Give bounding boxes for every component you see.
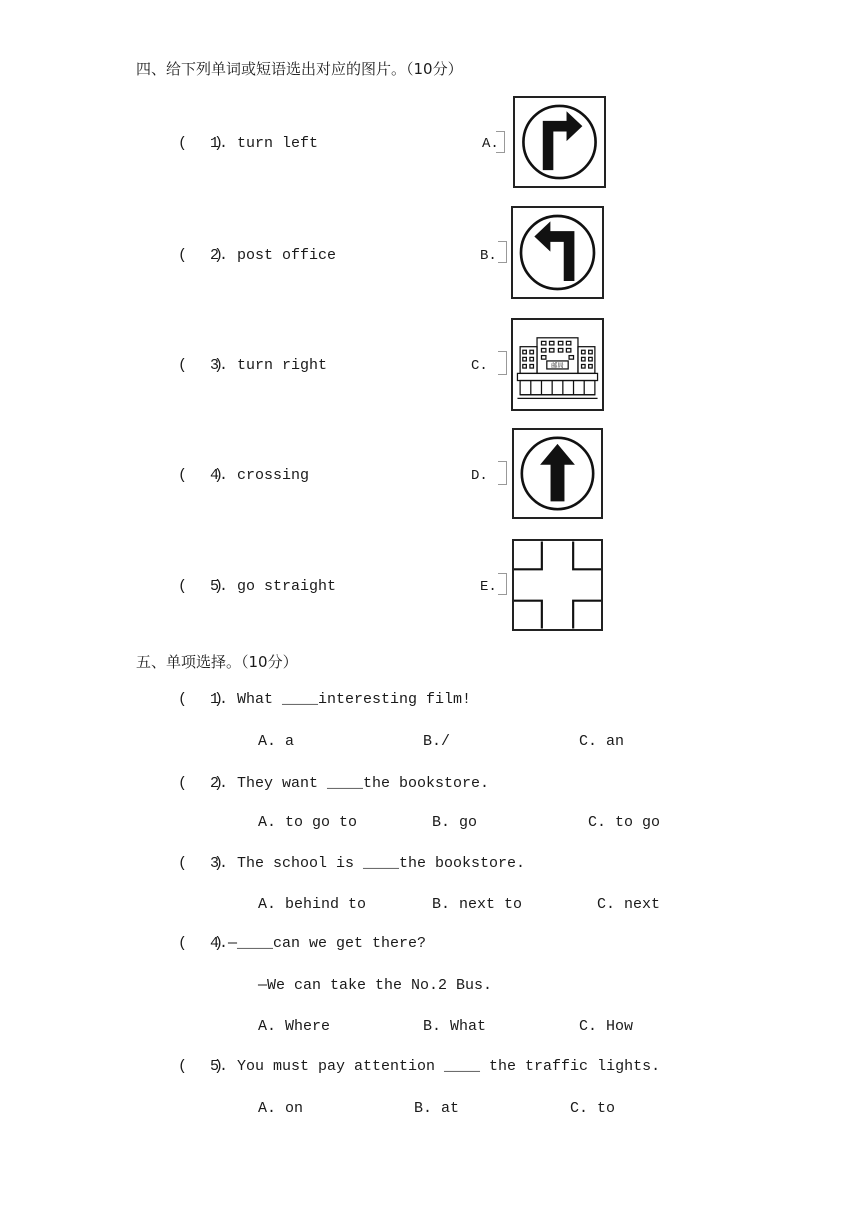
post-office-building-icon: [511, 318, 604, 411]
question-1-option-b[interactable]: B./: [423, 733, 451, 750]
question-3-option-a[interactable]: A. behind to: [258, 896, 367, 913]
crossroads-icon: [512, 539, 603, 631]
question-5-option-c[interactable]: C. to: [570, 1100, 616, 1117]
question-1-option-a[interactable]: A. a: [258, 733, 295, 750]
question-stem-4: 4.—____can we get there?: [210, 935, 427, 952]
question-bracket-3[interactable]: ( ): [178, 855, 224, 872]
question-5-option-b[interactable]: B. at: [414, 1100, 460, 1117]
question-stem-1: 1. What ____interesting film!: [210, 691, 472, 708]
picture-letter-a: A.: [482, 136, 499, 152]
question-stem-2: 2. They want ____the bookstore.: [210, 775, 490, 792]
question-2-option-b[interactable]: B. go: [432, 814, 478, 831]
match-item-1: 1. turn left: [210, 135, 319, 152]
match-bracket-2[interactable]: ( ): [178, 247, 224, 264]
match-item-2: 2. post office: [210, 247, 337, 264]
picture-letter-d: D.: [471, 468, 488, 484]
question-5-option-a[interactable]: A. on: [258, 1100, 304, 1117]
question-stem-5: 5. You must pay attention ____ the traffic lights.: [210, 1058, 661, 1075]
match-bracket-5[interactable]: ( ): [178, 578, 224, 595]
section-5-title: 五、单项选择。（10分）: [136, 653, 298, 671]
post-office-sign-text: 邮局: [551, 362, 564, 370]
question-3-option-c[interactable]: C. next: [597, 896, 661, 913]
question-bracket-4[interactable]: ( ): [178, 935, 224, 952]
question-2-option-c[interactable]: C. to go: [588, 814, 661, 831]
match-item-5: 5. go straight: [210, 578, 337, 595]
match-bracket-4[interactable]: ( ): [178, 467, 224, 484]
question-4-answer-line: —We can take the No.2 Bus.: [258, 977, 493, 994]
question-bracket-2[interactable]: ( ): [178, 775, 224, 792]
picture-frame-e: [498, 573, 507, 595]
question-4-option-c[interactable]: C. How: [579, 1018, 634, 1035]
question-4-option-a[interactable]: A. Where: [258, 1018, 331, 1035]
picture-letter-e: E.: [480, 579, 497, 595]
picture-letter-c: C.: [471, 358, 488, 374]
straight-ahead-sign-icon: [512, 428, 603, 519]
question-2-option-a[interactable]: A. to go to: [258, 814, 358, 831]
turn-right-sign-icon: [513, 96, 606, 188]
match-bracket-1[interactable]: ( ): [178, 135, 224, 152]
question-bracket-5[interactable]: ( ): [178, 1058, 224, 1075]
question-bracket-1[interactable]: ( ): [178, 691, 224, 708]
question-4-option-b[interactable]: B. What: [423, 1018, 487, 1035]
match-item-4: 4. crossing: [210, 467, 310, 484]
section-4-title: 四、给下列单词或短语选出对应的图片。（10分）: [136, 60, 463, 78]
picture-letter-b: B.: [480, 248, 497, 264]
picture-frame-b: [498, 241, 507, 263]
picture-frame-a: [496, 131, 505, 153]
question-3-option-b[interactable]: B. next to: [432, 896, 523, 913]
question-stem-3: 3. The school is ____the bookstore.: [210, 855, 526, 872]
turn-left-sign-icon: [511, 206, 604, 299]
picture-frame-c: [498, 351, 507, 375]
picture-frame-d: [498, 461, 507, 485]
question-1-option-c[interactable]: C. an: [579, 733, 625, 750]
match-bracket-3[interactable]: ( ): [178, 357, 224, 374]
match-item-3: 3. turn right: [210, 357, 328, 374]
